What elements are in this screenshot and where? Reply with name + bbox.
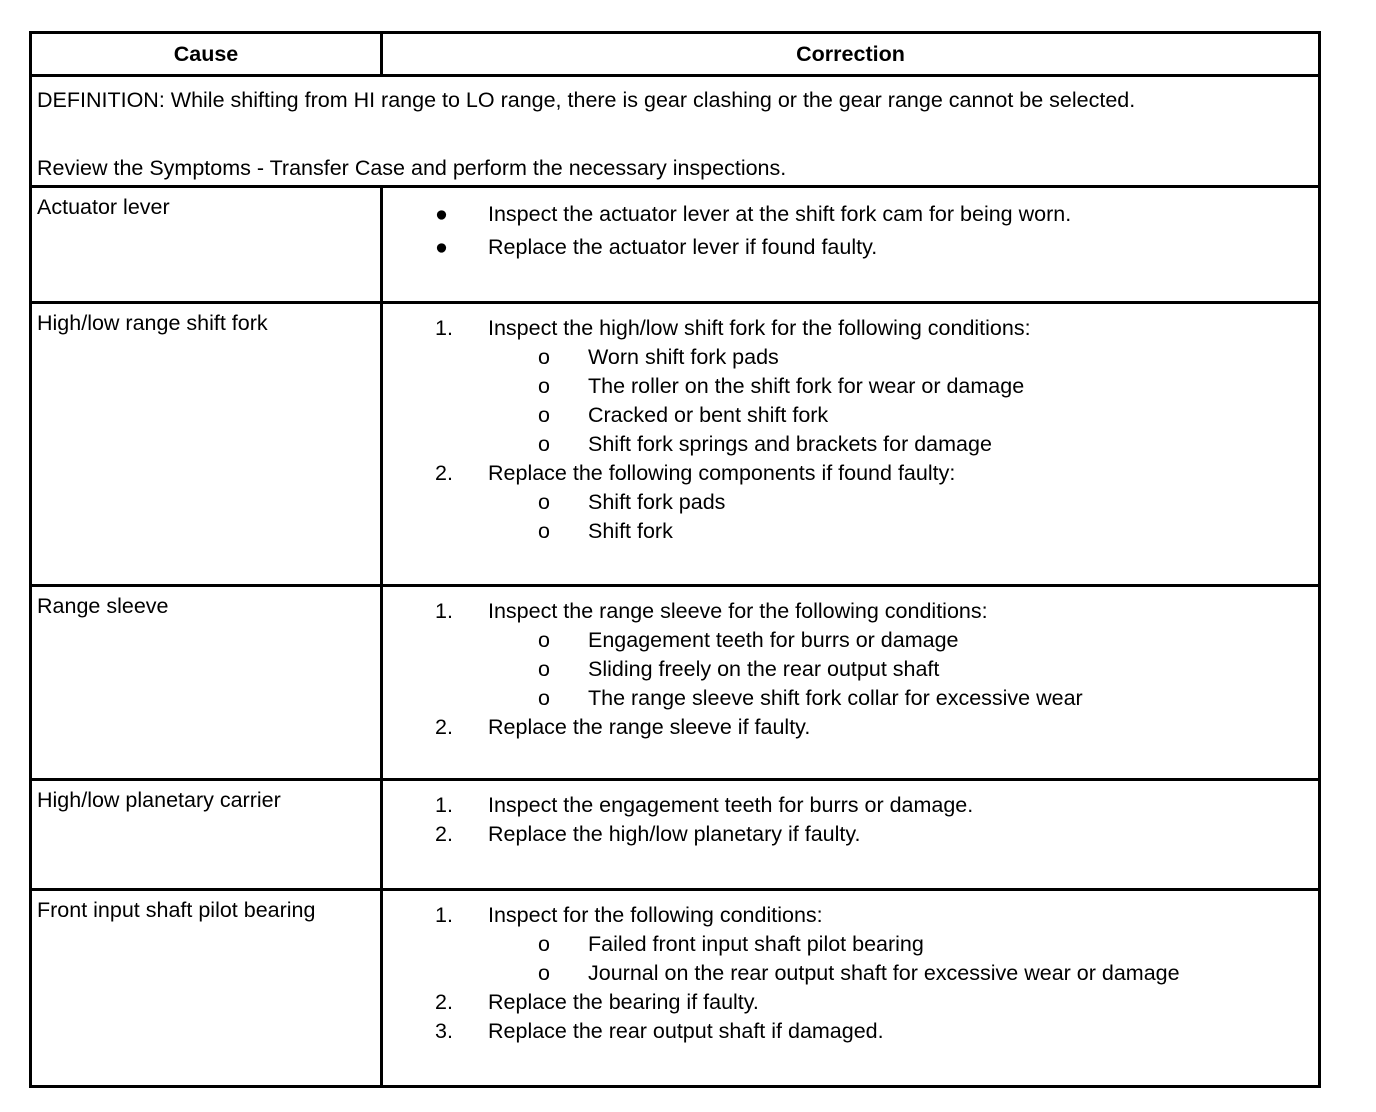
list-item (383, 901, 1318, 930)
sub-item (383, 626, 1318, 655)
step-number: 3. (435, 1019, 453, 1043)
item-text: Cracked or bent shift fork (588, 403, 829, 427)
circle-bullet-icon: o (538, 932, 550, 956)
item-text: Inspect for the following conditions: (488, 903, 823, 927)
item-text: The roller on the shift fork for wear or damage (588, 374, 1025, 398)
step-number: 1. (435, 316, 453, 340)
sub-item (383, 655, 1318, 684)
header-correction: Correction (382, 33, 1320, 76)
definition-cell (31, 76, 1320, 187)
list-item (383, 597, 1318, 626)
diagnosis-table (29, 31, 1321, 1088)
definition-text: DEFINITION: While shifting from HI range to LO range, there is gear clashing or the gear range cannot be selected. (37, 88, 1136, 112)
sub-item (383, 930, 1318, 959)
item-text: Inspect the high/low shift fork for the following conditions: (488, 316, 1031, 340)
step-number: 2. (435, 715, 453, 739)
item-text: Shift fork pads (588, 490, 726, 514)
definition-row (31, 76, 1320, 187)
item-text: The range sleeve shift fork collar for excessive wear (588, 686, 1083, 710)
item-text: Inspect the actuator lever at the shift fork cam for being worn. (488, 202, 1072, 226)
correction-cell (382, 780, 1320, 890)
item-text: Journal on the rear output shaft for excessive wear or damage (588, 961, 1180, 985)
item-text: Replace the rear output shaft if damaged. (488, 1019, 884, 1043)
header-cause: Cause (31, 33, 382, 76)
sub-item (383, 343, 1318, 372)
header-row (31, 33, 1320, 76)
correction-cell (382, 890, 1320, 1087)
item-text: Worn shift fork pads (588, 345, 779, 369)
table-row (31, 303, 1320, 586)
table-row (31, 586, 1320, 780)
circle-bullet-icon: o (538, 490, 550, 514)
sub-item (383, 372, 1318, 401)
sub-item (383, 401, 1318, 430)
item-text: Sliding freely on the rear output shaft (588, 657, 940, 681)
step-number: 2. (435, 461, 453, 485)
item-text: Inspect the range sleeve for the following conditions: (488, 599, 988, 623)
list-item (383, 198, 1318, 231)
correction-cell (382, 187, 1320, 303)
cause-cell: Front input shaft pilot bearing (31, 890, 382, 1087)
step-number: 1. (435, 599, 453, 623)
list-item (383, 791, 1318, 820)
circle-bullet-icon: o (538, 403, 550, 427)
bullet-icon: ● (435, 202, 448, 226)
sub-item (383, 488, 1318, 517)
item-text: Replace the bearing if faulty. (488, 990, 759, 1014)
list-item (383, 1017, 1318, 1046)
cause-cell: Actuator lever (31, 187, 382, 303)
step-number: 2. (435, 822, 453, 846)
item-text: Replace the following components if found faulty: (488, 461, 956, 485)
bullet-icon: ● (435, 235, 448, 259)
table-row (31, 187, 1320, 303)
cause-cell: High/low range shift fork (31, 303, 382, 586)
item-text: Shift fork springs and brackets for damage (588, 432, 992, 456)
item-text: Inspect the engagement teeth for burrs or damage. (488, 793, 974, 817)
item-text: Failed front input shaft pilot bearing (588, 932, 924, 956)
table-row (31, 890, 1320, 1087)
circle-bullet-icon: o (538, 374, 550, 398)
sub-item (383, 684, 1318, 713)
step-number: 2. (435, 990, 453, 1014)
table-row (31, 780, 1320, 890)
correction-cell (382, 303, 1320, 586)
list-item (383, 713, 1318, 742)
circle-bullet-icon: o (538, 657, 550, 681)
list-item (383, 314, 1318, 343)
list-item (383, 459, 1318, 488)
list-item (383, 988, 1318, 1017)
cause-cell: High/low planetary carrier (31, 780, 382, 890)
item-text: Shift fork (588, 519, 673, 543)
circle-bullet-icon: o (538, 345, 550, 369)
circle-bullet-icon: o (538, 432, 550, 456)
item-text: Replace the high/low planetary if faulty. (488, 822, 861, 846)
list-item (383, 231, 1318, 264)
correction-cell (382, 586, 1320, 780)
item-text: Replace the range sleeve if faulty. (488, 715, 811, 739)
circle-bullet-icon: o (538, 686, 550, 710)
list-item (383, 820, 1318, 849)
sub-item (383, 959, 1318, 988)
sub-item (383, 430, 1318, 459)
circle-bullet-icon: o (538, 628, 550, 652)
sub-item (383, 517, 1318, 546)
circle-bullet-icon: o (538, 519, 550, 543)
step-number: 1. (435, 793, 453, 817)
item-text: Engagement teeth for burrs or damage (588, 628, 959, 652)
item-text: Replace the actuator lever if found faulty. (488, 235, 878, 259)
step-number: 1. (435, 903, 453, 927)
review-text: Review the Symptoms - Transfer Case and perform the necessary inspections. (37, 156, 787, 180)
cause-cell: Range sleeve (31, 586, 382, 780)
circle-bullet-icon: o (538, 961, 550, 985)
